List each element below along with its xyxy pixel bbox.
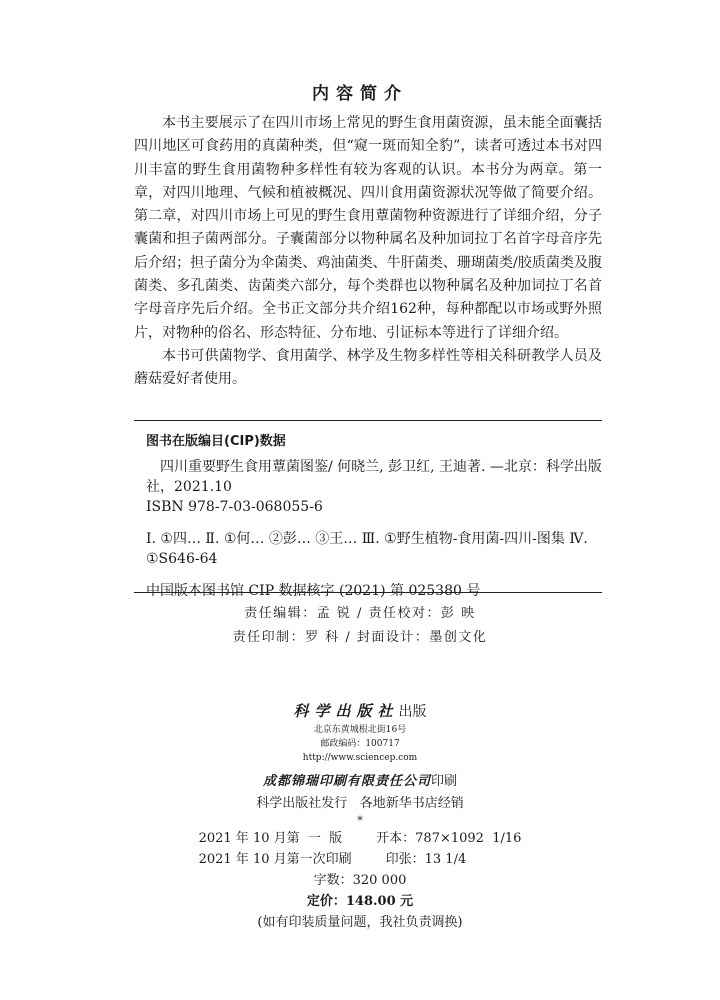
word-count: 字数：320 000 xyxy=(313,873,407,888)
staff-line-editors: 责任编辑：孟 锐 / 责任校对：彭 映 xyxy=(244,606,476,621)
staff-line-production: 责任印制：罗 科 / 封面设计：墨创文化 xyxy=(232,630,488,645)
publisher-line xyxy=(0,700,720,723)
intro-text xyxy=(134,112,602,392)
cip-verification: 中国版本图书馆 CIP 数据核字 (2021) 第 025380 号 xyxy=(146,583,481,599)
printer-line xyxy=(0,771,720,793)
quality-notice: (如有印装质量问题，我社负责调换) xyxy=(257,915,463,930)
publisher-name: 科学出版社 xyxy=(293,702,399,720)
staff-credits xyxy=(0,602,720,650)
cip-heading: 图书在版编目(CIP)数据 xyxy=(146,434,286,449)
edition-printing: 2021 年 10 月第一次印刷 xyxy=(198,852,352,867)
print-sheets: 印张：13 1/4 xyxy=(385,852,467,867)
cip-isbn: ISBN 978-7-03-068055-6 xyxy=(146,499,323,515)
cip-top-rule xyxy=(134,420,602,421)
publisher-postcode: 邮政编码：100717 xyxy=(320,739,400,749)
cip-block xyxy=(134,430,602,601)
cip-bottom-rule xyxy=(134,592,602,593)
price: 定价：148.00 元 xyxy=(306,894,414,909)
edition-first: 2021 年 10 月第 一 版 xyxy=(198,831,343,846)
colophon xyxy=(0,700,720,933)
intro-paragraph: 本书主要展示了在四川市场上常见的野生食用菌资源，虽未能全面囊括四川地区可食药用的真菌种类，但“窥一斑而知全豹”，读者可透过本书对四川丰富的野生食用菌物种多样性有较为客观的认识。本书分为两章。第一章，对四川地理、气候和植被概况、四川食用菌资源状况等做了简要介绍。第二章，对四川市场上可见的野生食用蕈菌物种资源进行了详细介绍，分子囊菌和担子菌两部分。子囊菌部分以物种属名及种加词拉丁名首字母音序先后介绍；担子菌分为伞菌类、鸡油菌类、牛肝菌类、珊瑚菌类/胶质菌类及腹菌类、多孔菌类、齿菌类六部分，每个类群也以物种属名及种加词拉丁名首字母音序先后介绍。全书正文部分共介绍162种，每种都配以市场或野外照片，对物种的俗名、形态特征、分布地、引证标本等进行了详细介绍。 xyxy=(134,115,602,341)
cip-entry: 四川重要野生食用蕈菌图鉴/ 何晓兰, 彭卫红, 王迪著. —北京：科学出版社，2021.10 xyxy=(146,459,602,495)
printer-suffix: 印刷 xyxy=(431,774,458,789)
cip-classification: Ⅰ. ①四… Ⅱ. ①何… ②彭… ③王… Ⅲ. ①野生植物-食用菌-四川-图集 Ⅳ. ①S646-64 xyxy=(146,531,588,567)
cip-gap xyxy=(134,569,602,581)
publisher-address: 北京东黄城根北街16号 xyxy=(313,725,407,735)
edition-table xyxy=(199,828,522,870)
intro-title: 内容简介 xyxy=(312,84,408,104)
separator-star: * xyxy=(357,814,363,827)
cip-gap xyxy=(134,517,602,529)
distribution-line: 科学出版社发行 各地新华书店经销 xyxy=(256,796,464,811)
publisher-website: http://www.sciencep.com xyxy=(302,753,418,763)
publisher-suffix: 出版 xyxy=(398,704,427,720)
format-size: 开本：787×1092 1/16 xyxy=(376,831,522,846)
intro-paragraph: 本书可供菌物学、食用菌学、林学及生物多样性等相关科研教学人员及蘑菇爱好者使用。 xyxy=(134,347,602,388)
edition-row xyxy=(199,828,522,849)
edition-row xyxy=(199,849,522,870)
printer-name: 成都锦瑞印刷有限责任公司 xyxy=(262,774,431,789)
